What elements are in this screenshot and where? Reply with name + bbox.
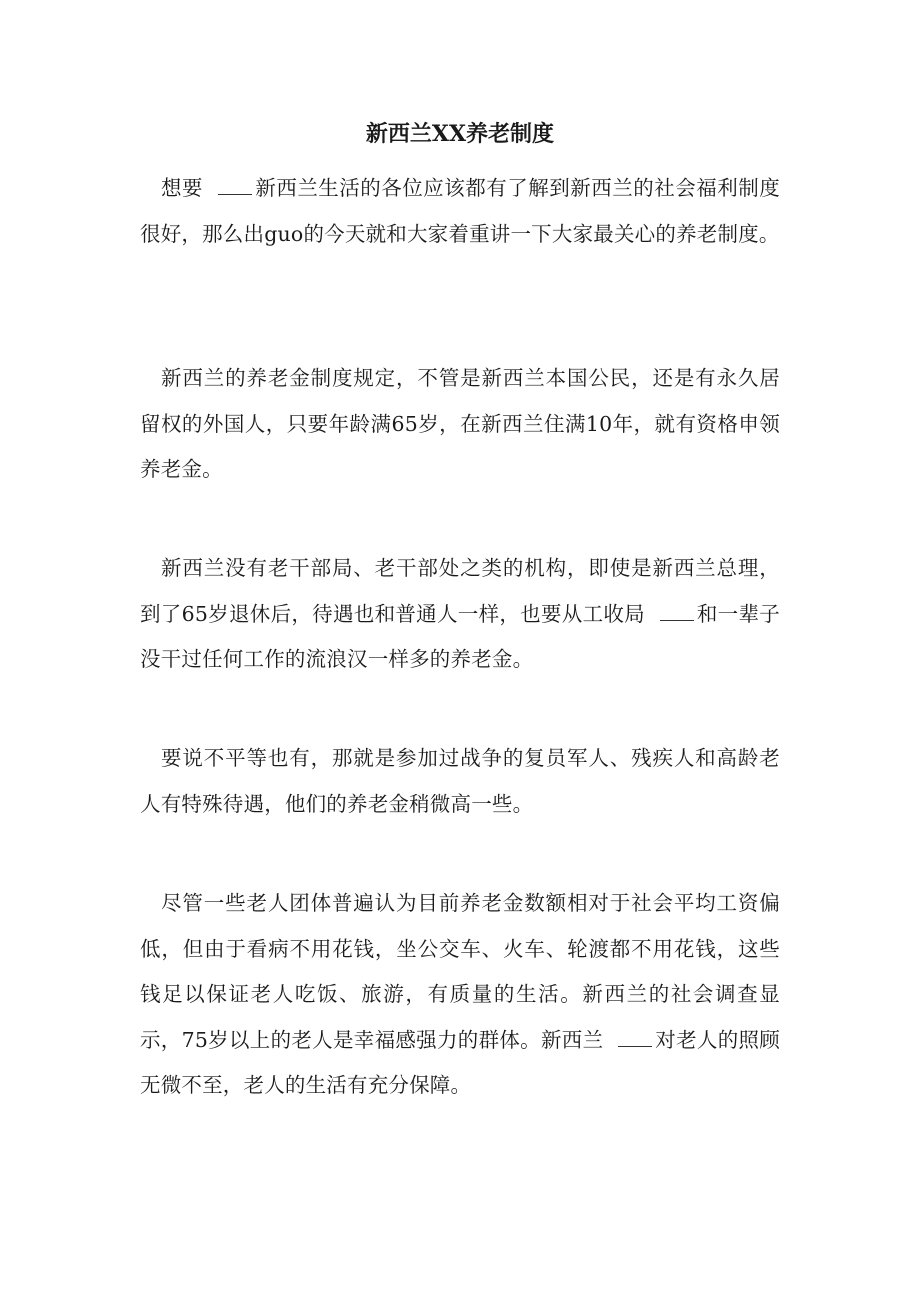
fill-in-blank	[660, 604, 694, 621]
document-title: 新西兰XX养老制度	[365, 121, 555, 147]
paragraph-text: 新西兰生活的各位应该都有了解到新西兰的社会福利制度很好，那么出guo的今天就和大家着重讲一下大家最关心的养老制度。	[140, 176, 780, 246]
paragraph-quality-of-life	[140, 881, 780, 1109]
paragraph-special-treatment: 要说不平等也有，那就是参加过战争的复员军人、残疾人和高龄老人有特殊待遇，他们的养老金稍微高一些。	[140, 746, 780, 816]
paragraph-eligibility: 新西兰的养老金制度规定，不管是新西兰本国公民，还是有永久居留权的外国人，只要年龄满65岁，在新西兰住满10年，就有资格申领养老金。	[140, 366, 780, 481]
paragraph-equality	[140, 546, 780, 683]
paragraph-text: 想要	[161, 176, 211, 200]
fill-in-blank	[618, 1030, 652, 1047]
paragraph-text: 对老人的照顾无微不至，老人的生活有充分保障。	[140, 1027, 781, 1097]
paragraph-intro	[140, 166, 780, 257]
paragraph-text: 新西兰没有老干部局、老干部处之类的机构，即使是新西兰总理，到了65岁退休后，待遇也和普通人一样，也要从工收局	[140, 556, 780, 626]
paragraph-text: 尽管一些老人团体普遍认为目前养老金数额相对于社会平均工资偏低，但由于看病不用花钱，坐公交车、火车、轮渡都不用花钱，这些钱足以保证老人吃饭、旅游，有质量的生活。新西兰的社会调查显示，75岁以上的老人是幸福感强力的群体。新西兰	[140, 891, 780, 1052]
paragraph-text: 和一辈子没干过任何工作的流浪汉一样多的养老金。	[140, 601, 780, 671]
fill-in-blank	[218, 178, 252, 195]
